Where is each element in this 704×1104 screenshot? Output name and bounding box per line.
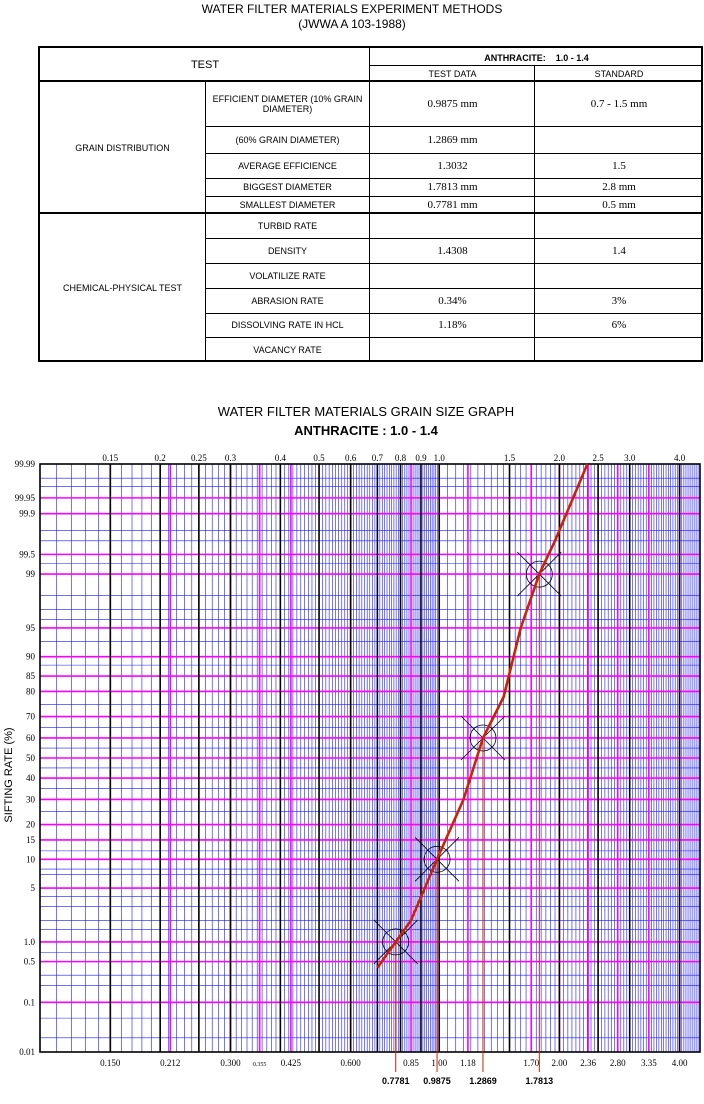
row-test-label: SMALLEST DIAMETER — [239, 199, 336, 210]
y-tick-label: 99.9 — [19, 508, 35, 519]
row-test-data: 1.3032 — [437, 159, 468, 172]
material-range: 1.0 - 1.4 — [555, 53, 589, 63]
y-tick-label: 60 — [26, 732, 35, 743]
marked-value-label: 0.9875 — [423, 1076, 451, 1086]
row-test-data — [370, 213, 535, 238]
bottom-tick-label: 2.36 — [580, 1058, 596, 1068]
row-test-data: 1.18% — [438, 319, 467, 331]
row-standard: 2.8 mm — [602, 181, 636, 193]
row-test-data: 1.7813 mm — [427, 181, 478, 193]
marked-value-label: 0.7781 — [381, 1076, 410, 1086]
row-test-data — [370, 337, 535, 362]
marked-value-label: 1.2869 — [469, 1076, 497, 1086]
row-test-label: (60% GRAIN DIAMETER) — [235, 134, 340, 145]
row-standard — [535, 263, 703, 288]
bottom-tick-label: 2.80 — [609, 1058, 626, 1068]
row-standard: 1.4 — [612, 244, 626, 257]
row-test-data — [370, 263, 535, 288]
material-header — [370, 50, 703, 66]
table-rule — [40, 212, 701, 214]
row-test-data: 0.9875 mm — [427, 98, 478, 110]
chart-subtitle: ANTHRACITE : 1.0 - 1.4 — [294, 423, 438, 438]
top-tick-label: 0.5 — [313, 453, 325, 463]
table-rule — [205, 153, 701, 154]
table-rule — [205, 313, 701, 314]
bottom-tick-label: 2.00 — [551, 1058, 568, 1068]
marked-value-label: 1.7813 — [525, 1076, 554, 1086]
page-title: WATER FILTER MATERIALS EXPERIMENT METHODS — [201, 2, 503, 16]
row-test-label: ABRASION RATE — [251, 295, 324, 306]
bottom-tick-label: 0.85 — [403, 1058, 419, 1068]
top-tick-label: 4.0 — [673, 453, 686, 463]
top-tick-label: 0.3 — [224, 453, 237, 463]
bottom-tick-label: 1.70 — [523, 1058, 540, 1068]
row-standard: 6% — [611, 319, 627, 331]
y-tick-label: 99.5 — [19, 549, 35, 560]
experiment-table — [38, 46, 703, 362]
row-test-data: 0.34% — [438, 294, 467, 307]
y-tick-label: 0.01 — [19, 1047, 35, 1057]
row-standard: 1.5 — [612, 159, 626, 172]
table-rule — [205, 238, 701, 239]
y-tick-label: 85 — [26, 671, 35, 682]
chart-title: WATER FILTER MATERIALS GRAIN SIZE GRAPH — [217, 404, 515, 419]
bottom-tick-label: 0.300 — [220, 1058, 241, 1068]
group-grain-distribution: GRAIN DISTRIBUTION — [75, 142, 170, 153]
row-standard — [535, 337, 703, 362]
table-rule — [205, 196, 701, 197]
table-rule — [534, 65, 535, 362]
row-test-label: VOLATILIZE RATE — [249, 270, 326, 281]
table-rule — [40, 80, 701, 82]
y-tick-label: 5 — [30, 883, 35, 894]
bottom-tick-label: 0.212 — [160, 1058, 181, 1068]
top-tick-label: 0.9 — [415, 453, 427, 463]
row-standard — [535, 213, 703, 238]
row-test-label: TURBID RATE — [257, 220, 318, 231]
y-axis-label: SIFTING RATE (%) — [3, 727, 15, 823]
y-tick-label: 90 — [26, 651, 35, 662]
y-tick-label: 99.99 — [14, 459, 35, 469]
y-tick-label: 1.0 — [23, 936, 35, 947]
row-standard — [535, 126, 703, 153]
top-tick-label: 0.6 — [345, 453, 357, 463]
test-header: TEST — [190, 59, 220, 71]
row-test-label: VACANCY RATE — [253, 344, 322, 355]
bottom-tick-label: 0.150 — [100, 1058, 121, 1068]
top-tick-label: 0.15 — [102, 453, 119, 463]
row-standard: 0.7 - 1.5 mm — [590, 98, 648, 110]
bottom-tick-label: 1.18 — [460, 1058, 476, 1068]
page-subtitle: (JWWA A 103-1988) — [298, 17, 406, 31]
top-tick-label: 0.7 — [371, 453, 384, 463]
row-test-data: 1.4308 — [437, 244, 468, 257]
material-label: ANTHRACITE: — [484, 53, 546, 63]
row-standard: 3% — [611, 294, 627, 307]
table-rule — [205, 126, 701, 127]
y-tick-label: 0.1 — [23, 997, 35, 1008]
bottom-tick-label: 0.355 — [252, 1062, 267, 1068]
y-tick-label: 50 — [26, 753, 35, 763]
top-tick-label: 2.5 — [592, 453, 604, 463]
table-rule — [205, 81, 206, 362]
row-test-label: DISSOLVING RATE IN HCL — [231, 320, 344, 330]
table-rule — [205, 178, 701, 179]
row-test-label: BIGGEST DIAMETER — [243, 182, 332, 192]
col-standard: STANDARD — [594, 69, 644, 79]
top-tick-label: 0.4 — [274, 453, 286, 463]
table-rule — [205, 337, 701, 338]
y-tick-label: 99 — [26, 569, 35, 580]
y-tick-label: 15 — [26, 834, 35, 845]
table-rule — [205, 288, 701, 289]
group-chemical-physical: CHEMICAL-PHYSICAL TEST — [62, 282, 183, 293]
top-tick-label: 3.0 — [624, 453, 636, 463]
bottom-tick-label: 1.00 — [431, 1058, 448, 1068]
top-tick-label: 0.2 — [154, 453, 166, 463]
table-rule — [205, 263, 701, 264]
col-test-data: TEST DATA — [428, 69, 477, 79]
y-tick-label: 40 — [26, 773, 35, 784]
grain-size-chart — [0, 400, 704, 1100]
row-standard: 0.5 mm — [602, 198, 636, 211]
y-tick-label: 99.95 — [14, 492, 35, 503]
top-tick-label: 0.8 — [394, 453, 407, 463]
y-tick-label: 70 — [26, 711, 35, 722]
y-tick-label: 0.5 — [23, 956, 35, 967]
chart-marks — [374, 464, 588, 1086]
chart-grid — [40, 464, 700, 1052]
bottom-tick-label: 0.425 — [280, 1058, 301, 1068]
table-rule — [369, 48, 370, 362]
bottom-tick-label: 3.35 — [640, 1058, 657, 1068]
top-tick-label: 0.25 — [190, 453, 207, 463]
row-test-data: 0.7781 mm — [427, 198, 478, 211]
y-tick-label: 95 — [26, 622, 35, 633]
y-tick-label: 80 — [26, 686, 35, 697]
top-tick-label: 2.0 — [553, 453, 566, 463]
top-tick-label: 1.5 — [503, 453, 516, 463]
row-test-label: AVERAGE EFFICIENCE — [238, 160, 337, 171]
top-tick-label: 1.0 — [433, 453, 445, 463]
bottom-tick-label: 0.600 — [340, 1058, 361, 1068]
y-tick-label: 30 — [26, 794, 35, 805]
row-test-label: EFFICIENT DIAMETER (10% GRAIN DIAMETER) — [212, 94, 363, 114]
y-tick-label: 20 — [26, 819, 35, 830]
row-test-label: DENSITY — [267, 245, 307, 256]
y-tick-label: 10 — [26, 854, 35, 865]
table-rule — [370, 65, 701, 66]
bottom-tick-label: 4.00 — [671, 1058, 688, 1068]
row-test-data: 1.2869 mm — [427, 133, 478, 146]
